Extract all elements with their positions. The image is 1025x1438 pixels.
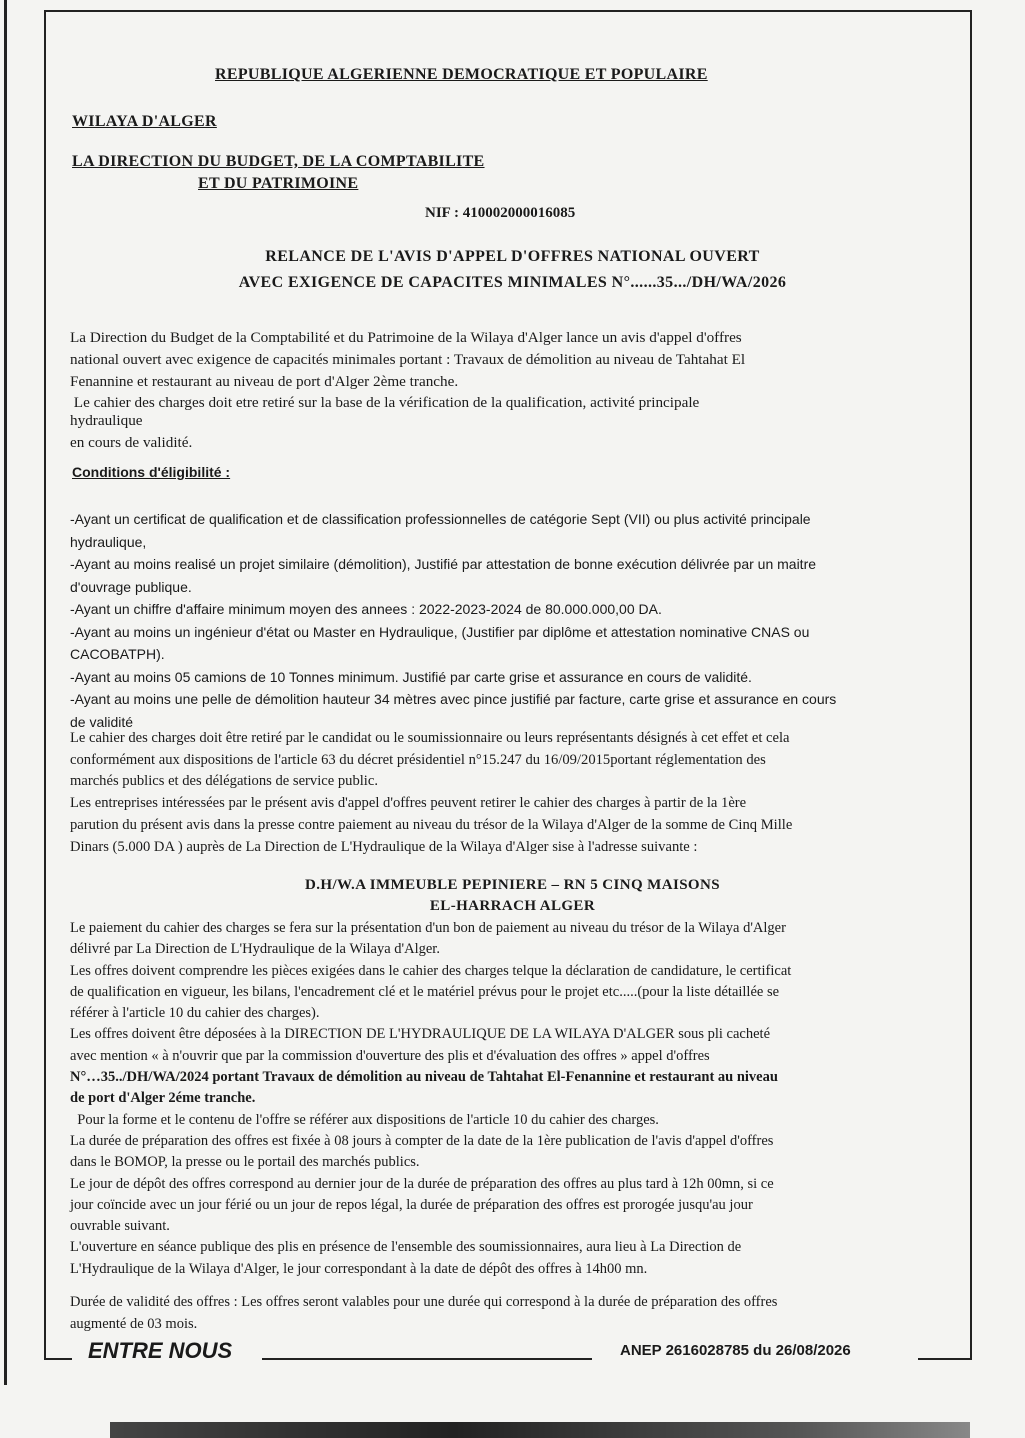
nif-number: NIF : 410002000016085 xyxy=(425,205,576,221)
validite-line: augmenté de 03 mois. xyxy=(70,1315,198,1332)
details-line: Le paiement du cahier des charges se fera sur la présentation d'un bon de paiement au niveau du trésor de la Wilaya d'Alger xyxy=(70,920,786,936)
scan-bottom-shadow xyxy=(110,1422,970,1438)
details-line: de port d'Alger 2éme tranche. xyxy=(70,1090,256,1107)
condition-item: -Ayant au moins une pelle de démolition hauteur 34 mètres avec pince justifié par facture, carte grise et assurance en cours xyxy=(70,691,837,707)
condition-item: -Ayant au moins un ingénieur d'état ou Master en Hydraulique, (Justifier par diplôme et attestation nominative CNAS ou xyxy=(70,623,810,640)
intro-paragraph xyxy=(70,327,950,454)
details-paragraph xyxy=(70,918,950,1280)
details-line: de qualification en vigueur, les bilans, l'encadrement clé et le matériel prévus pour le projet etc.....(pour la liste détaillée se xyxy=(70,983,780,1000)
validite-paragraph xyxy=(70,1292,950,1335)
retrait-line: Les entreprises intéressées par le présent avis d'appel d'offres peuvent retirer le cahier des charges à partir de la 1ère xyxy=(70,795,747,812)
details-line: L'Hydraulique de la Wilaya d'Alger, le jour correspondant à la date de dépôt des offres à 14h00 mn. xyxy=(70,1260,648,1277)
condition-item: de validité xyxy=(70,713,134,730)
retrait-line: conformément aux dispositions de l'article 63 du décret présidentiel n°15.247 du 16/09/2015portant réglementation des xyxy=(70,751,766,768)
conditions-heading: Conditions d'éligibilité : xyxy=(72,464,231,480)
intro-line: Fenannine et restaurant au niveau de port d'Alger 2ème tranche. xyxy=(70,372,459,390)
details-reference: N°…35../DH/WA/2024 portant xyxy=(70,1069,263,1086)
details-line: Le jour de dépôt des offres correspond au dernier jour de la durée de préparation des offres au plus tard à 12h 00mn, si ce xyxy=(70,1175,774,1192)
details-line: Les offres doivent comprendre les pièces exigées dans le cahier des charges telque la déclaration de candidature, le certificat xyxy=(70,962,792,979)
condition-item: hydraulique, xyxy=(70,533,147,550)
direction-heading-line1: LA DIRECTION DU BUDGET, DE LA COMPTABILITE xyxy=(72,153,485,170)
direction-heading-line2: ET DU PATRIMOINE xyxy=(198,175,359,192)
retrait-line: parution du présent avis dans la presse contre paiement au niveau du trésor de la Wilaya d'Alger de la somme de Cinq Mille xyxy=(70,816,793,833)
intro-line: Le cahier des charges doit etre retiré sur la base de la vérification de la qualification, activité principale xyxy=(70,394,700,412)
frame-bottom-line xyxy=(918,1358,972,1360)
condition-item: -Ayant au moins realisé un projet similaire (démolition), Justifié par attestation de bonne exécution délivrée par un maitre xyxy=(70,556,817,572)
notice-title-line1: RELANCE DE L'AVIS D'APPEL D'OFFRES NATIONAL OUVERT xyxy=(265,248,760,265)
footer-anep-reference: ANEP 2616028785 du 26/08/2026 xyxy=(620,1342,851,1359)
intro-line: La Direction du Budget de la Comptabilité et du Patrimoine de la Wilaya d'Alger lance un avis d'appel d'offres xyxy=(70,329,742,346)
details-line xyxy=(70,1067,950,1088)
page-edge-line xyxy=(4,0,7,1385)
details-line: référer à l'article 10 du cahier des charges). xyxy=(70,1005,320,1022)
frame-bottom-line xyxy=(44,1358,72,1360)
notice-title-line2: AVEC EXIGENCE DE CAPACITES MINIMALES N°......35.../DH/WA/2026 xyxy=(238,274,787,291)
footer-publication-name: ENTRE NOUS xyxy=(88,1338,233,1363)
wilaya-heading: WILAYA D'ALGER xyxy=(72,113,217,130)
details-line: L'ouverture en séance publique des plis en présence de l'ensemble des soumissionnaires, aura lieu à La Direction de xyxy=(70,1239,742,1256)
condition-item: d'ouvrage publique. xyxy=(70,578,192,595)
details-line: délivré par La Direction de L'Hydraulique de la Wilaya d'Alger. xyxy=(70,941,440,958)
intro-line: national ouvert avec exigence de capacités minimales portant : Travaux de démolition au niveau de Tahtahat El xyxy=(70,350,746,368)
condition-item: CACOBATPH). xyxy=(70,646,165,662)
conditions-list xyxy=(70,508,950,733)
details-line: ouvrable suivant. xyxy=(70,1218,170,1235)
republic-heading: REPUBLIQUE ALGERIENNE DEMOCRATIQUE ET POPULAIRE xyxy=(215,66,708,83)
frame-bottom-line xyxy=(262,1358,592,1360)
intro-line: hydraulique xyxy=(70,412,143,430)
retrait-line: marchés publics et des délégations de service public. xyxy=(70,773,378,790)
address-line2: EL-HARRACH ALGER xyxy=(429,898,596,914)
details-line: Les offres doivent être déposées à la DIRECTION DE L'HYDRAULIQUE DE LA WILAYA D'ALGER sous pli cacheté xyxy=(70,1026,771,1043)
retrait-line: Le cahier des charges doit être retiré par le candidat ou le soumissionnaire ou leurs représentants désignés à cet effet et cela xyxy=(70,730,790,746)
condition-item: -Ayant au moins 05 camions de 10 Tonnes minimum. Justifié par carte grise et assurance en cours de validité. xyxy=(70,668,752,685)
details-line: avec mention « à n'ouvrir que par la commission d'ouverture des plis et d'évaluation des offres » appel d'offres xyxy=(70,1047,710,1064)
condition-item: -Ayant un certificat de qualification et de classification professionnelles de catégorie Sept (VII) ou plus activité principale xyxy=(70,511,811,527)
address-line1: D.H/W.A IMMEUBLE PEPINIERE – RN 5 CINQ MAISONS xyxy=(305,877,720,893)
retrait-line: Dinars (5.000 DA ) auprès de La Direction de L'Hydraulique de la Wilaya d'Alger sise à l'adresse suivante : xyxy=(70,838,698,855)
retrait-paragraph xyxy=(70,728,950,858)
details-line: jour coïncide avec un jour férié ou un jour de repos légal, la durée de préparation des offres est prorogée jusqu'au jour xyxy=(70,1196,753,1213)
details-line: Pour la forme et le contenu de l'offre se référer aux dispositions de l'article 10 du cahier des charges. xyxy=(70,1111,659,1128)
intro-line: en cours de validité. xyxy=(70,433,193,451)
validite-line: Durée de validité des offres : Les offres seront valables pour une durée qui correspond à la durée de préparation des offres xyxy=(70,1294,778,1310)
details-line: dans le BOMOP, la presse ou le portail des marchés publics. xyxy=(70,1154,420,1171)
details-line: La durée de préparation des offres est fixée à 08 jours à compter de la date de la 1ère publication de l'avis d'appel d'offres xyxy=(70,1132,774,1149)
details-project-title: Travaux de démolition au niveau de Tahtahat El-Fenannine et restaurant au niveau xyxy=(262,1069,778,1086)
condition-item: -Ayant un chiffre d'affaire minimum moyen des annees : 2022-2023-2024 de 80.000.000,00 DA. xyxy=(70,601,662,617)
